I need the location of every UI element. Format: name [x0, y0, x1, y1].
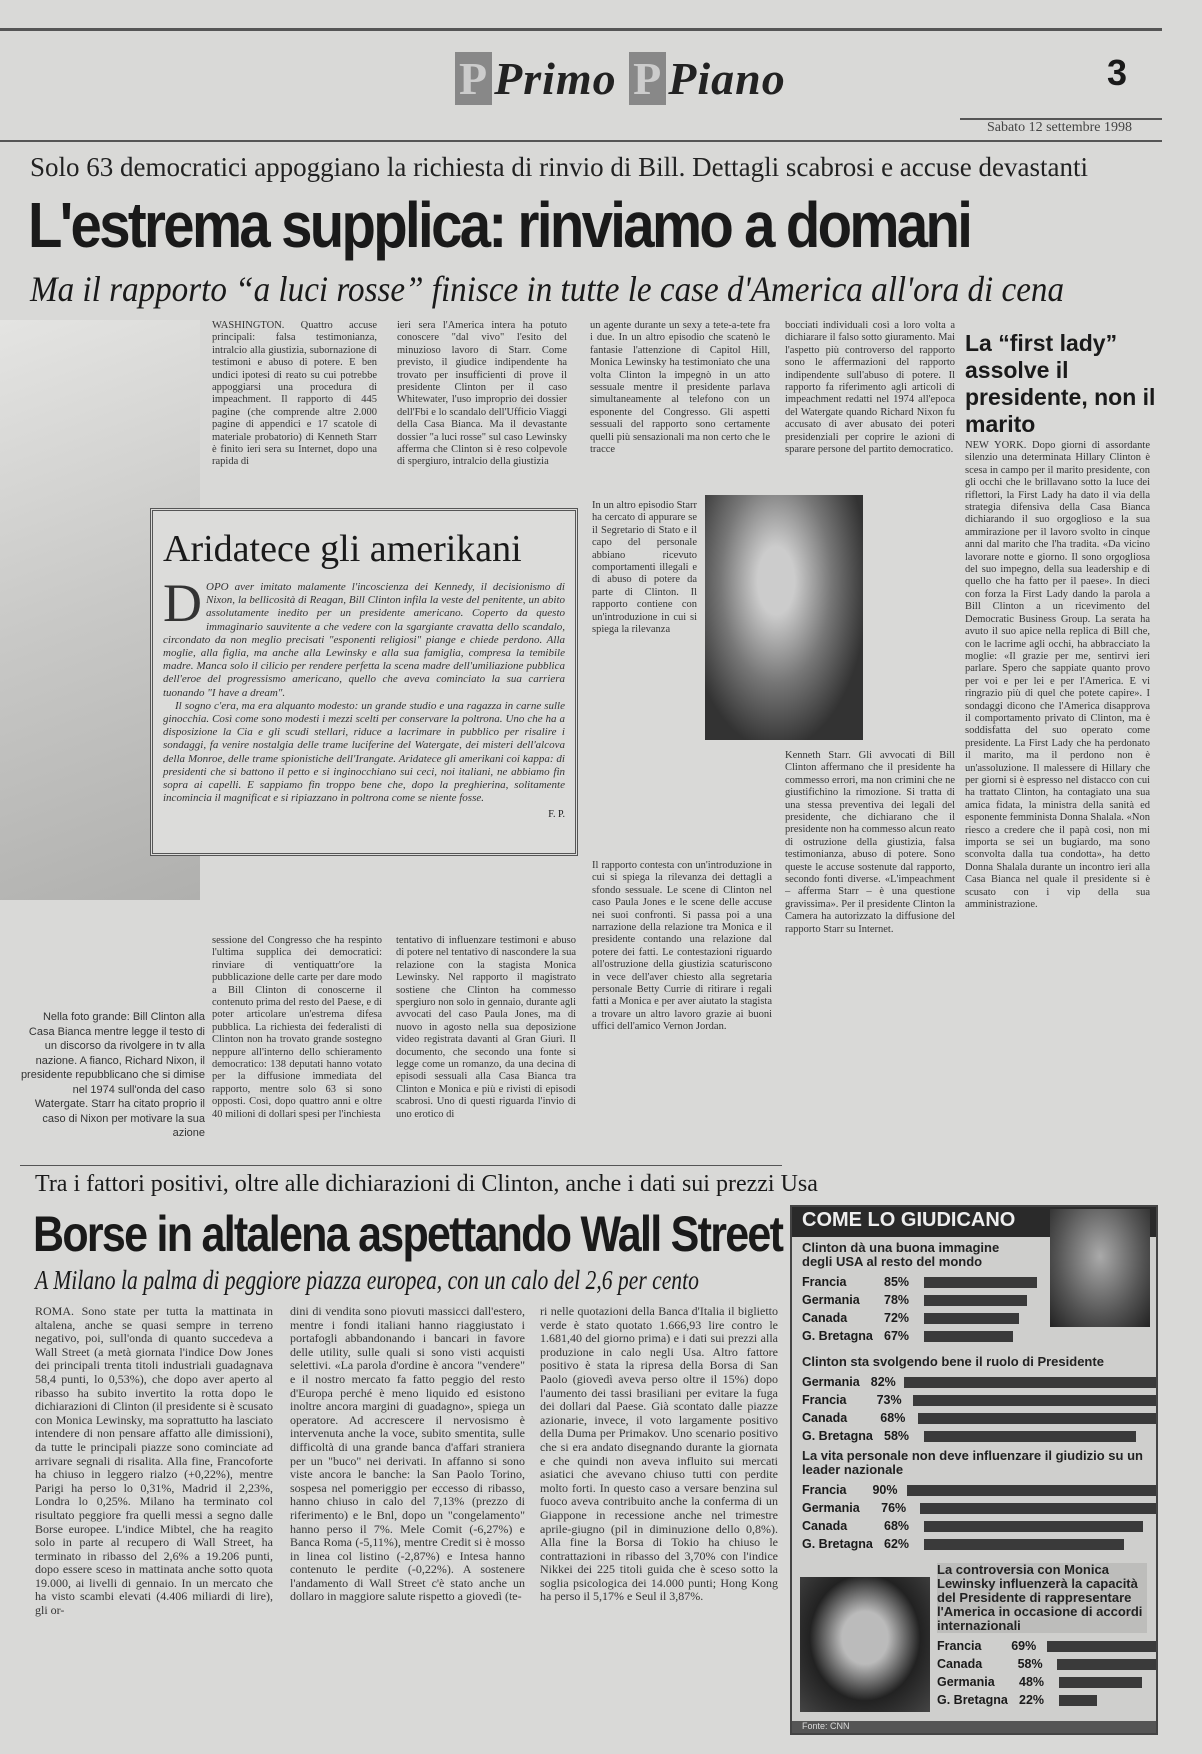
- chart-row: [937, 1691, 1156, 1709]
- chart-bar: [913, 1395, 1156, 1406]
- chart-row: [802, 1327, 1156, 1345]
- chart-bar: [924, 1277, 1037, 1288]
- chart-category-label: G. Bretagna: [802, 1537, 873, 1551]
- chart-bar: [918, 1413, 1156, 1424]
- chart-category-label: Canada: [937, 1657, 983, 1671]
- article2-column-1: ROMA. Sono state per tutta la mattinata in altalena, anche se quasi sempre in terreno negativo, poi, sull'onda di quanto succedeva a Wall Street (a metà giornata l'indice Dow Jones dei principali trenta titoli industriali guadagnava 58,4 punti, lo 0,53%), che dopo aver aperto al ribasso ha subito invertito la rotta dopo le dichiarazioni di Clinton (il presidente si è scusato con Monica Lewinsky, ma soprattutto ha lasciato intendere di non pensare affatto alle dimissioni), da tutte le principali piazze sono cominciate ad arrivare segnali di risalita. Alla fine, Francoforte ha chiuso in leggero rialzo (+0,22%), mentre Parigi ha perso lo 0,31%, Madrid il 2,23%, Londra lo 0,25%. Milano ha terminato col risultato peggiore fra quelli messi a segno dalle Borse europee. L'indice Mibtel, che ha reagito solo in parte al recupero di Wall Street, ha terminato in ribasso del 2,6% a 19.206 punti, dopo essere sceso in mattinata anche sotto quota 19.000, ai livelli di gennaio. In un mercato che ha visto scambi elevati (4.406 miliardi di lire), gli or-: [35, 1305, 273, 1618]
- chart-bar: [1057, 1659, 1156, 1670]
- editorial-paragraph-1: [163, 573, 565, 700]
- chart-category-label: Germania: [802, 1501, 860, 1515]
- poll-chart: [790, 1205, 1158, 1735]
- lower-column-3: Il rapporto contesta con un'introduzione in cui si spiega la rilevanza dei dettagli a sfondo sessuale. Le scene di Clinton nel caso Paula Jones e le scene delle accuse nei suoi confronti. Si passa poi a una narrazione della relazione tra Monica e il presidente contando una relazione dal potere dei fatti. Le contestazioni riguardo all'ostruzione della giustizia scaturiscono in vece dell'aver chiesto alla segretaria personale Betty Currie di ritirare i regali fatti a Monica e per aver aiutato la stagista a trovare un altro lavoro grazie ai buoni uffici dell'amico Vernon Jordan.: [592, 860, 772, 1033]
- article-column-2: ieri sera l'America intera ha potuto conoscere "dal vivo" l'esito del minuzioso lavoro di Starr. Come previsto, il giudice indipendente ha trovato per insufficienti di prove il presidente Clinton per il caso Whitewater, l'uso improprio dei dossier dell'Fbi e lo scandalo dell'Ufficio Viaggi della Casa Bianca. Ma il devastante dossier "a luci rosse" sul caso Lewinsky afferma che Clinton si è reso colpevole di spergiuro, intralcio della giustizia: [397, 320, 567, 468]
- chart-value-label: 62%: [884, 1537, 910, 1551]
- article-column-4: bocciati individuali così a loro volta a dichiarare il falso sotto giuramento. Mai l'aspetto più controverso del rapporto sono le affermazioni del rapporto indipendente sull'abuso di potere. Il rapporto fa riferimento agli articoli di impeachment redatti nel 1974 all'epoca del Watergate quando Richard Nixon fu accusato di aver abusato dei poteri presidenziali per coprire le azioni di sparare persone del partito democratico.: [785, 320, 955, 456]
- chart-row: [937, 1655, 1156, 1673]
- chart-question: La vita personale non deve influenzare il giudizio su un leader nazionale: [802, 1448, 1143, 1477]
- chart-bar: [924, 1539, 1124, 1550]
- article2-column-2: dini di vendita sono piovuti massicci dall'estero, mentre i fondi italiani hanno riaggiustato i portafogli abbandonando i bancari in favore delle utility, sulle quali si sono visti acquisti selettivi. «La parola d'ordine è ancora "vendere" e il nostro mercato fa fatto peggio del resto d'Europa perché è meno liquido ed esistono inoltre ancora margini di guadagno», spiega un operatore. Ad accrescere il nervosismo è intervenuta anche la voce, subito smentita, sulle difficoltà di una grande banca d'affari straniera per un "buco" nei derivati. In affanno si sono viste ancora le banche: la San Paolo Torino, sospesa nel pomeriggio per eccesso di ribasso, hanno chiuso in calo del 7,13% (prezzo di riferimento) e le Bnl, dopo un "congelamento" hanno perso il 7%. Mele Comit (-6,27%) e Banca Roma (-5,11%), mentre Credit si è mosso in linea col listino (-2,87%) e Intesa hanno contenuto le perdite (-0,22%). A sostenere l'andamento di Wall Street c'è stato anche un dollaro in maggiore salute rispetto a giovedì (te-: [290, 1305, 525, 1604]
- chart-value-label: 76%: [881, 1501, 907, 1515]
- chart-category-label: G. Bretagna: [937, 1693, 1008, 1707]
- article-kicker: Solo 63 democratici appoggiano la richiesta di rinvio di Bill. Dettagli scabrosi e accuse devastanti: [30, 152, 1088, 182]
- chart-value-label: 69%: [1011, 1639, 1037, 1653]
- editorial-paragraph-2: Il sogno c'era, ma era alquanto modesto: un grande studio e una ragazza in carne sulle ginocchia. Così come sono modesti i mezzi scelti per conservare la poltrona. Uno che ha a disposizione la Cia e gli scudi stellari, riduce a lacrimare in pubblico per risalire i sondaggi, fa venire nostalgia delle trame luciferine del Watergate, dei misteri dell'alcova della Monroe, delle trame spionistiche dell'Irangate. Aridatece gli amerikani coi kappa: di presidenti che si battono il petto e si inginocchiano sui ceci, noi italiani, ne abbiamo fin sopra ai capelli. E sappiamo fin troppo bene che, dopo la preghierina, solitamente incomincia il magnificat e si ripiazzano in poltrona come se niente fosse.: [163, 699, 565, 805]
- section-divider: [20, 1165, 782, 1166]
- article-headline: L'estrema supplica: rinviamo a domani: [28, 189, 971, 261]
- chart-credit: [792, 1721, 1156, 1733]
- clinton-portrait: [1050, 1209, 1150, 1327]
- chart-question: Clinton dà una buona immagine degli USA al resto del mondo: [802, 1240, 1000, 1269]
- chart-value-label: 22%: [1019, 1693, 1045, 1707]
- article-subhead: Ma il rapporto “a luci rosse” finisce in tutte le case d'America all'ora di cena: [30, 269, 1065, 309]
- chart-value-label: 67%: [884, 1329, 910, 1343]
- chart-bar: [924, 1313, 1019, 1324]
- chart-value-label: 73%: [876, 1393, 902, 1407]
- chart-value-label: 48%: [1019, 1675, 1045, 1689]
- sidebar-body: NEW YORK. Dopo giorni di assordante silenzio una determinata Hillary Clinton è scesa in campo per il marito presidente, con gli occhi che le brillavano sotto la luce dei riflettori, la First Lady ha dato il via della strategia difensiva della Casa Bianca dichiarando il suo orgoglioso e la sua ammirazione per il lavoro svolto in cinque anni dal marito che l'ha tradita. «Da vicino lavorare notte e giorno. Il sono orgogliosa del suo impegno, della sua leadership e di quello che ha fatto per il paese». In dieci con forza la First Lady dando la parola a Bill Clinton a un ricevimento del Democratic Business Group. La serata ha avuto il suo apice nella replica di Bill che, con le lacrime agli occhi, ha abbracciato la moglie: «Il grazie per me, sentirvi ieri parlare. Spero che sappiate quanto provo per voi e per lei e per l'America. E vi ringrazio più di quel che potete capire». I sondaggi dicono che l'America disapprova il comportamento privato di Clinton, ma è soddisfatta del suo operato come presidente. La First Lady che ha perdonato il marito, ma il perdono non è un'assoluzione. Il malessere di Hillary che per giorni si è espresso nel distacco con cui ha trattato Clinton, ha contagiato una sua amica fidata, la ministra della sanità ed esponente femminista Donna Shalala. «Non riesco a credere che il papà così, non mi importa se sei un bugiardo, ma sono sconvolta dalla tua condotta», ha detto Donna Shalala durante un incontro ieri alla Casa Bianca nel quale il presidente si è scusato con i vip della sua amministrazione.: [965, 440, 1150, 911]
- chart-category-label: G. Bretagna: [802, 1429, 873, 1443]
- chart-value-label: 68%: [884, 1519, 910, 1533]
- chart-bar: [1059, 1695, 1097, 1706]
- chart-bar: [924, 1431, 1136, 1442]
- chart-row: [802, 1373, 1156, 1391]
- issue-date: Sabato 12 settembre 1998: [986, 120, 1132, 135]
- chart-category-label: G. Bretagna: [802, 1329, 873, 1343]
- editorial-signature: F. P.: [548, 809, 565, 821]
- chart-value-label: 82%: [870, 1375, 896, 1389]
- chart-bar: [1047, 1641, 1156, 1652]
- chart-category-label: Germania: [802, 1293, 860, 1307]
- chart-value-label: 68%: [880, 1411, 906, 1425]
- chart-bar: [924, 1331, 1013, 1342]
- chart-bar: [904, 1377, 1156, 1388]
- article2-headline: Borse in altalena aspettando Wall Street: [33, 1206, 783, 1262]
- chart-category-label: Francia: [802, 1483, 847, 1497]
- chart-row: [802, 1517, 1156, 1535]
- chart-bar: [907, 1485, 1156, 1496]
- chart-category-label: Germania: [802, 1375, 860, 1389]
- chart-category-label: Francia: [802, 1393, 847, 1407]
- chart-row: [802, 1409, 1156, 1427]
- lewinsky-portrait: [800, 1577, 930, 1712]
- chart-value-label: 58%: [1017, 1657, 1043, 1671]
- chart-row: [802, 1481, 1156, 1499]
- page-number: 3: [1106, 52, 1127, 93]
- nixon-photo: [705, 495, 863, 740]
- article-column-1: WASHINGTON. Quattro accuse principali: falsa testimonianza, intralcio alla giustizia, subornazione di testimoni e abuso di potere. E ben undici ipotesi di reato su cui potrebbe appoggiarsi una procedura di impeachment. Il rapporto di 445 pagine (che comprende altre 2.000 pagine di appendici e 17 scatole di materiale probatorio) di Kenneth Starr è finito ieri sera su Internet, dopo una rapida di: [212, 320, 377, 468]
- top-rule: [0, 28, 1162, 31]
- chart-bar: [920, 1503, 1156, 1514]
- nixon-side-column: In un altro episodio Starr ha cercato di appurare se il Segretario di Stato e il capo del personale abbiano ricevuto comportamenti illegali e di abuso di potere da parte di Clinton. Il rapporto contiene con un'introduzione in cui si spiega la rilevanza: [592, 500, 697, 636]
- chart-category-label: Francia: [802, 1275, 847, 1289]
- chart-category-label: Canada: [802, 1519, 848, 1533]
- chart-row: [802, 1391, 1156, 1409]
- chart-bar: [1059, 1677, 1142, 1688]
- article2-subhead: A Milano la palma di peggiore piazza europea, con un calo del 2,6 per cento: [35, 1265, 699, 1295]
- lower-column-4: Kenneth Starr. Gli avvocati di Bill Clinton affermano che il presidente ha commesso errori, ma non crimini che ne giustifichino la rimozione. Si tratta di una stessa preventiva dei legali del presidente, che dichiarano che il presidente non ha commesso alcun reato di ostruzione della giustizia, falsa testimonianza, abuso di potere. Sono queste le accuse sostenute dal rapporto, secondo fonti diverse. «L'impeachment – afferma Starr – è una questione gravissima». Per il presidente Clinton la Camera ha autorizzato la diffusione del rapporto Starr su Internet.: [785, 750, 955, 935]
- chart-question: Clinton sta svolgendo bene il ruolo di Presidente: [802, 1354, 1104, 1369]
- chart-category-label: Germania: [937, 1675, 995, 1689]
- chart-value-label: 85%: [884, 1275, 910, 1289]
- dropcap: D: [163, 573, 202, 633]
- sidebar-headline: La “first lady” assolve il presidente, non il marito: [965, 330, 1156, 437]
- editorial-box: [150, 508, 578, 856]
- section-logo: P Primo P Piano: [455, 52, 786, 105]
- chart-source: Fonte: CNN: [802, 1721, 850, 1731]
- chart-value-label: 78%: [884, 1293, 910, 1307]
- lower-column-2: tentativo di influenzare testimoni e abuso di potere nel tentativo di nascondere la sua relazione con la stagista Monica Lewinsky. Nel rapporto il magistrato sostiene che Clinton ha commesso spergiuro non solo in gennaio, durante agli avvocati del caso Paula Jones, ma di nuovo in agosto nella sua deposizione video registrata davanti al Gran Giurì. Il documento, che secondo una fonte si legge come un romanzo, da una decina di episodi sessuali alla Casa Bianca tra Clinton e Monica e più e rivisti di episodi scabrosi. Uno di questi riguarda l'invio di uno erotico di: [396, 935, 576, 1120]
- article2-column-3: ri nelle quotazioni della Banca d'Italia il biglietto verde è stato quotato 1.666,93 lire contro le 1.681,40 del giorno prima) e i dati sui prezzi alla produzione in calo negli Usa. Altro fattore positivo è stata la ripresa della Borsa di San Paolo (giovedì aveva perso oltre il 15%) dopo l'aumento dei tassi brasiliani per evitare la fuga dei dollari dal Paese. Già scontato dalle piazze azionarie, invece, il voto largamente positivo della Duma per Primakov. Uno scenario positivo che si era andato disegnando durante la giornata e che quindi non aveva influito sui mercati asiatici che avevano chiuso tutti con perdite molto forti. In questo caso a versare benzina sul fuoco aveva contribuito anche la conferma di un Giappone in recessione anche nel trimestre aprile-giugno (pil in diminuzione dello 0,8%). Alla fine la Borsa di Tokio ha chiuso le contrattazioni in ribasso del 3,70% con l'indice Nikkei dei 225 titoli guida che è sceso sotto la soglia psicologica dei 14.000 punti; Hong Kong ha perso il 5,17% e Seul il 3,87%.: [540, 1305, 778, 1604]
- chart-bar: [924, 1295, 1027, 1306]
- chart-row: [802, 1499, 1156, 1517]
- chart-value-label: 58%: [884, 1429, 910, 1443]
- editorial-text-1: OPO aver imitato malamente l'incoscienza dei Kennedy, il decisionismo di Nixon, la bellicosità di Reagan, Bill Clinton infila la veste del penitente, un abito assolutamente inedito per un presidente americano. Coperto da questo immaginario sauvitente a che vedere con la sgargiante cravatta dello scandalo, circondato da non meglio precisati "esponenti religiosi" piange e chiede perdono. Alla moglie, alla figlia, ma anche alla Lewinsky e alla sua famiglia, compresa la temibile madre. Manca solo il cilicio per rendere perfetta la scena madre dell'umiliazione pubblica dell'eroe del progressismo americano, quello che aveva cominciato la sua carriera tuonando "I have a dream".: [163, 581, 565, 699]
- lower-column-1: sessione del Congresso che ha respinto l'ultima supplica dei democratici: rinviare di ventiquattr'ore la pubblicazione delle carte per dare modo a Bill Clinton di conoscerne il contenuto prima del resto del Paese, e di poter articolare un'estrema difesa pubblica. La richiesta dei federalisti di Clinton non ha trovato grande sostegno neppure all'interno dello schieramento democratico: 138 deputati hanno votato per la diffusione immediata del rapporto, mentre solo 63 si sono opposti. Così, dopo quattro anni e oltre 40 milioni di dollari spesi per l'inchiesta: [212, 935, 382, 1120]
- header-rule: [0, 140, 1162, 142]
- chart-category-label: Francia: [937, 1639, 982, 1653]
- article-column-3: un agente durante un sexy a tete-a-tete fra i due. In un altro episodio che scatenò le fantasie l'attenzione di Capitol Hill, Monica Lewinsky ha testimoniato che una volta Clinton la impegnò in un atto sessuale mentre il presidente parlava simultaneamente al telefono con un esponente del Congresso. Gli aspetti sessuali del rapporto sono certamente quelli più sensazionali ma non certo che le tracce: [590, 320, 770, 456]
- chart-row: [937, 1673, 1156, 1691]
- logo-word-2: Piano: [668, 53, 786, 104]
- chart-bar: [924, 1521, 1143, 1532]
- chart-category-label: Canada: [802, 1411, 848, 1425]
- chart-value-label: 72%: [884, 1311, 910, 1325]
- chart-row: [937, 1637, 1156, 1655]
- chart-value-label: 90%: [872, 1483, 898, 1497]
- chart-question: La controversia con Monica Lewinsky influenzerà la capacità del Presidente di rappresentare l'America in occasione di accordi internazionali: [937, 1563, 1147, 1633]
- logo-word-1: Primo: [494, 53, 617, 104]
- chart-title: COME LO GIUDICANO: [792, 1207, 1156, 1237]
- editorial-title: Aridatece gli amerikani: [163, 528, 522, 570]
- article2-kicker: Tra i fattori positivi, oltre alle dichiarazioni di Clinton, anche i dati sui prezzi Usa: [35, 1171, 818, 1197]
- chart-row: [802, 1535, 1156, 1553]
- photo-caption: Nella foto grande: Bill Clinton alla Casa Bianca mentre legge il testo di un discorso da rivolgere in tv alla nazione. A fianco, Richard Nixon, il presidente repubblicano che si dimise nel 1974 sull'onda del caso Watergate. Starr ha citato proprio il caso di Nixon per motivare la sua azione: [20, 1011, 205, 1139]
- chart-category-label: Canada: [802, 1311, 848, 1325]
- chart-row: [802, 1427, 1156, 1445]
